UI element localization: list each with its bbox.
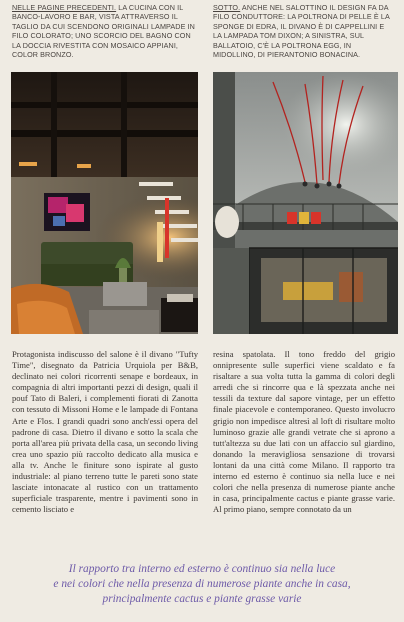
caption-left-lead: NELLE PAGINE PRECEDENTI. [12, 3, 117, 12]
photo-loft [213, 72, 398, 334]
pull-quote-line-1: Il rapporto tra interno ed esterno è continuo sia nella luce [68, 563, 336, 575]
photo-living-room [11, 72, 198, 334]
pull-quote-line-3: principalmente cactus e piante grasse varie [102, 593, 302, 605]
body-column-1: Protagonista indiscusso del salone è il divano "Tufty Time", disegnato da Patricia Urquiola per B&B, declinato nei colori ricorrenti senape e bordeaux, in compagnia di altri importanti pezzi di design, quali il pouf Tato di Baleri, i complementi fiorati di Zanotta con tessuto di Missoni Home e le lampade di Fontana Arte e Flos. I grandi quadri sono anch'essi opera del padrone di casa. Dietro il divano e sotto la scala che porta all'area più privata della casa, un secondo living crea uno spazio più raccolto dedicato alla musica e alla tv. Anche le finiture sono ispirate al gusto industriale: al piano terreno tutte le pareti sono state lasciate intonacate al rustico con un trattamento superficiale trasparente, mentre i pavimenti sono in cemento lisciato e [12, 349, 198, 515]
pull-quote [22, 562, 382, 607]
body-column-2: resina spatolata. Il tono freddo del grigio onnipresente sulle superfici viene scaldato e fa risaltare a sua volta tutta la gamma di colori degli arredi che si rincorre qua e là spezzata anche nei tessili da texture dal sapore vintage, per un effetto finale piacevole e contemporaneo. Questo involucro grigio non impedisce altresì al loft di risultare molto luminoso grazie alle grandi vetrate che si aprono a tutt'altezza su due lati con un affaccio sul giardino, donando la meravigliosa sensazione di trovarsi lontani da una città come Milano. Il rapporto tra interno ed esterno è continuo sia nella luce e nei colori che nella presenza di numerose piante anche in casa, principalmente cactus e piante grasse varie. Al primo piano, sempre connotato da un [213, 349, 395, 515]
pull-quote-line-2: e nei colori che nella presenza di numerose piante anche in casa, [53, 578, 351, 590]
loft-illustration [213, 72, 398, 334]
caption-right-text: ANCHE NEL SALOTTINO IL DESIGN FA DA FILO CONDUTTORE: LA POLTRONA DI PELLE È LA SPONGE DI EDRA, IL DIVANO È DI CAPPELLINI E LA LAMPADA TOM DIXON; A SINISTRA, SUL BALLATOIO, C'È LA POLTRONA EGG, IN MIDOLLINO, DI PIERANTONIO BONACINA. [213, 3, 390, 60]
living-room-illustration [11, 72, 198, 334]
caption-right [213, 3, 394, 59]
caption-left-text: LA CUCINA CON IL BANCO-LAVORO E BAR, VISTA ATTRAVERSO IL TAGLIO DA CUI SCENDONO ORIGINALI LAMPADE IN FILO COLORATO; UNO SCORCIO DEL BAGNO CON LA DOCCIA RIVESTITA CON MOSAICO APPIANI, COLOR BRONZO. [12, 3, 195, 60]
caption-left [12, 3, 198, 59]
caption-right-lead: SOTTO. [213, 3, 241, 12]
